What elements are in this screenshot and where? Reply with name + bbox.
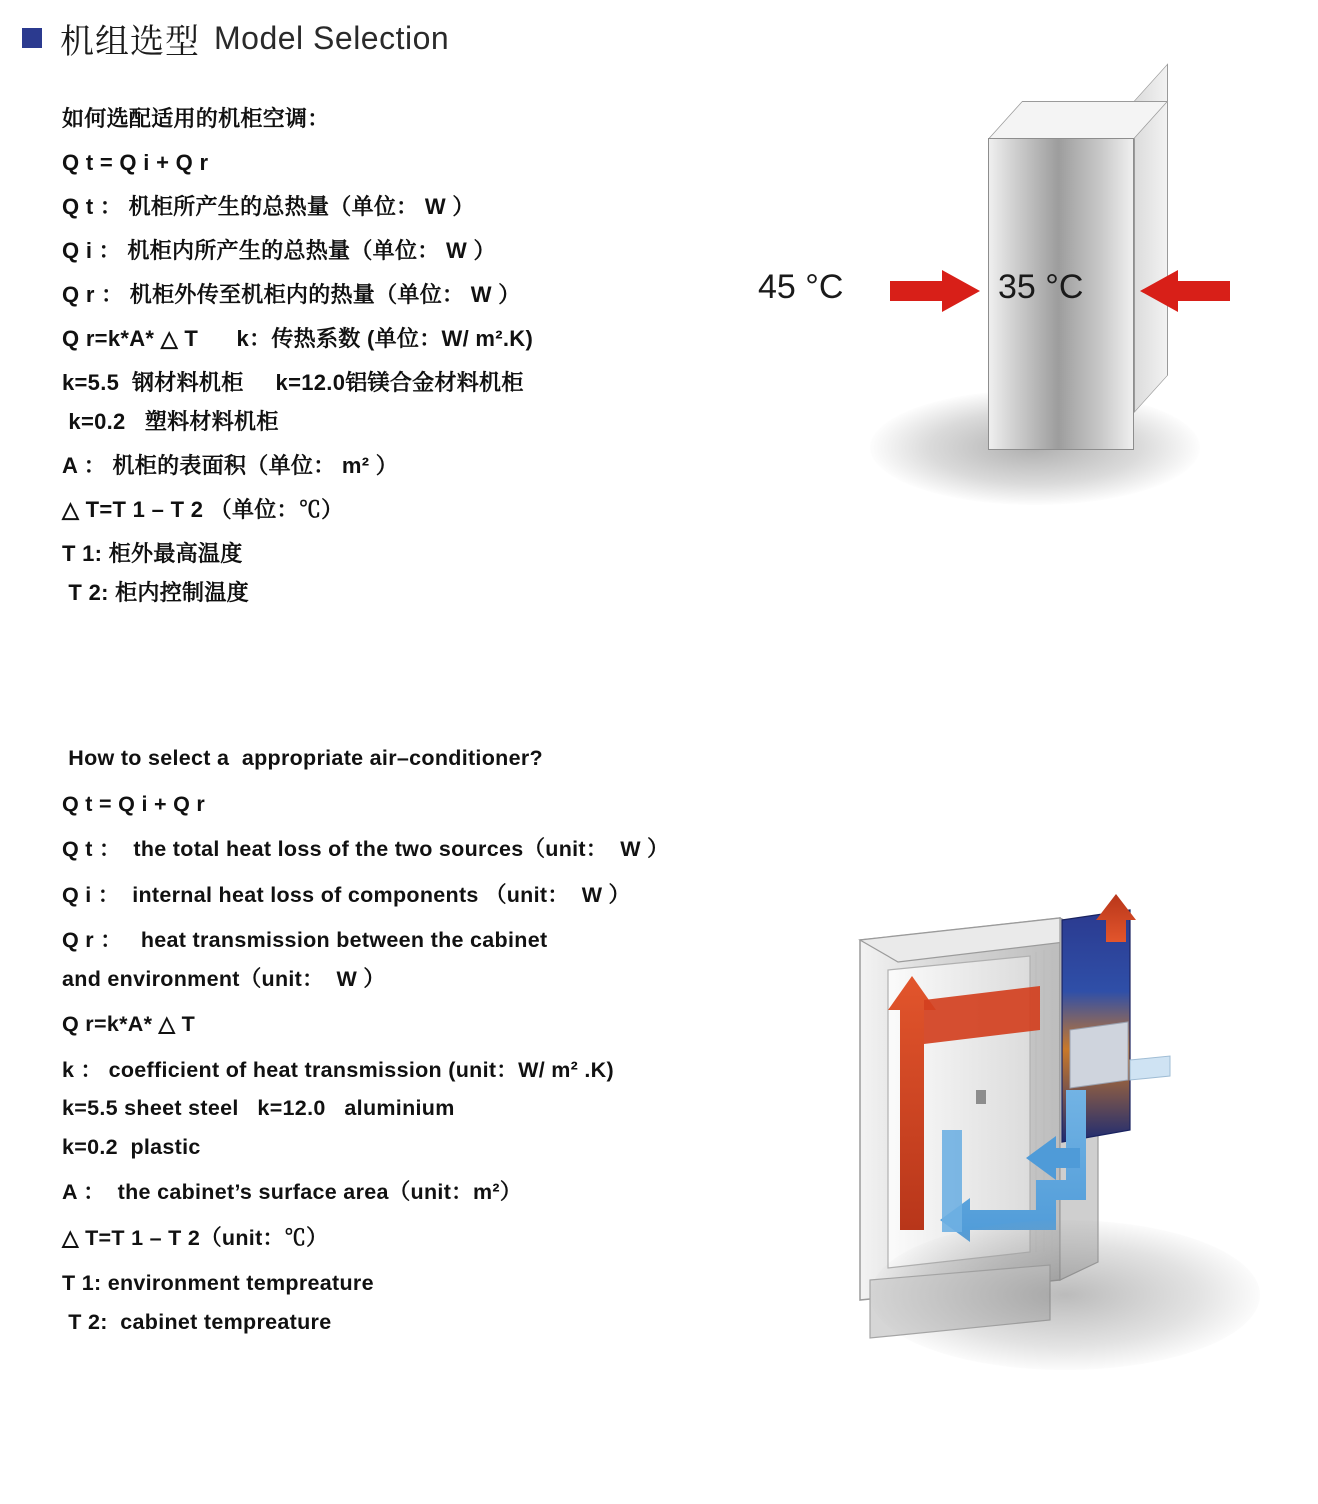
text-line: △ T=T 1 – T 2 （单位：℃） bbox=[62, 497, 344, 522]
cabinet-shadow bbox=[870, 1220, 1260, 1370]
cabinet-heat-transfer-diagram bbox=[740, 90, 1280, 490]
text-line: T 2: 柜内控制温度 bbox=[62, 580, 249, 605]
text-line: Q i ： internal heat loss of components （unit： W ） bbox=[62, 882, 631, 907]
text-line: A ： the cabinet’s surface area（unit：m²） bbox=[62, 1180, 522, 1204]
text-line: Q r ： 机柜外传至机柜内的热量（单位： W ） bbox=[62, 282, 521, 307]
text-line: How to select a appropriate air–conditioner? bbox=[62, 746, 543, 770]
cabinet-airflow-diagram bbox=[830, 880, 1300, 1400]
heat-in-arrow-right-icon bbox=[1140, 270, 1230, 312]
text-line: T 1: environment tempreature bbox=[62, 1271, 374, 1295]
text-line: T 2: cabinet tempreature bbox=[62, 1309, 332, 1334]
page-header bbox=[0, 10, 1318, 66]
inside-temperature-label: 35 °C bbox=[998, 268, 1084, 306]
text-line: and environment（unit： W ） bbox=[62, 966, 386, 991]
text-line: 如何选配适用的机柜空调： bbox=[62, 106, 330, 131]
chinese-text-block bbox=[62, 108, 802, 626]
text-line: Q t ： 机柜所产生的总热量（单位： W ） bbox=[62, 194, 475, 219]
text-line: Q r=k*A* △ T k：传热系数 (单位：W/ m².K) bbox=[62, 326, 534, 351]
text-line: Q t ： the total heat loss of the two sources（unit： W ） bbox=[62, 837, 669, 861]
text-line: k=0.2 塑料材料机柜 bbox=[62, 409, 279, 434]
text-line: k=5.5 钢材料机柜 k=12.0铝镁合金材料机柜 bbox=[62, 370, 524, 395]
text-line: △ T=T 1 – T 2（unit：℃） bbox=[62, 1225, 328, 1250]
text-line: Q t = Q i + Q r bbox=[62, 150, 209, 175]
text-line: T 1: 柜外最高温度 bbox=[62, 541, 243, 566]
text-line: A ： 机柜的表面积（单位： m² ） bbox=[62, 453, 399, 478]
outside-temperature-label: 45 °C bbox=[758, 268, 844, 306]
text-line: k=5.5 sheet steel k=12.0 aluminium bbox=[62, 1096, 455, 1120]
text-line: Q i ： 机柜内所产生的总热量（单位： W ） bbox=[62, 238, 496, 263]
text-line: Q t = Q i + Q r bbox=[62, 791, 206, 816]
text-line: k=0.2 plastic bbox=[62, 1134, 201, 1159]
text-line: Q r=k*A* △ T bbox=[62, 1012, 196, 1036]
heat-in-arrow-left-icon bbox=[890, 270, 980, 312]
page-title-en: Model Selection bbox=[214, 19, 450, 56]
english-text-block bbox=[62, 748, 892, 1357]
page-title-cn: 机组选型 bbox=[60, 22, 200, 61]
text-line: k ： coefficient of heat transmission (unit：W/ m² .K) bbox=[62, 1057, 614, 1082]
header-bullet-icon bbox=[22, 28, 42, 48]
text-line: Q r ： heat transmission between the cabinet bbox=[62, 928, 548, 952]
